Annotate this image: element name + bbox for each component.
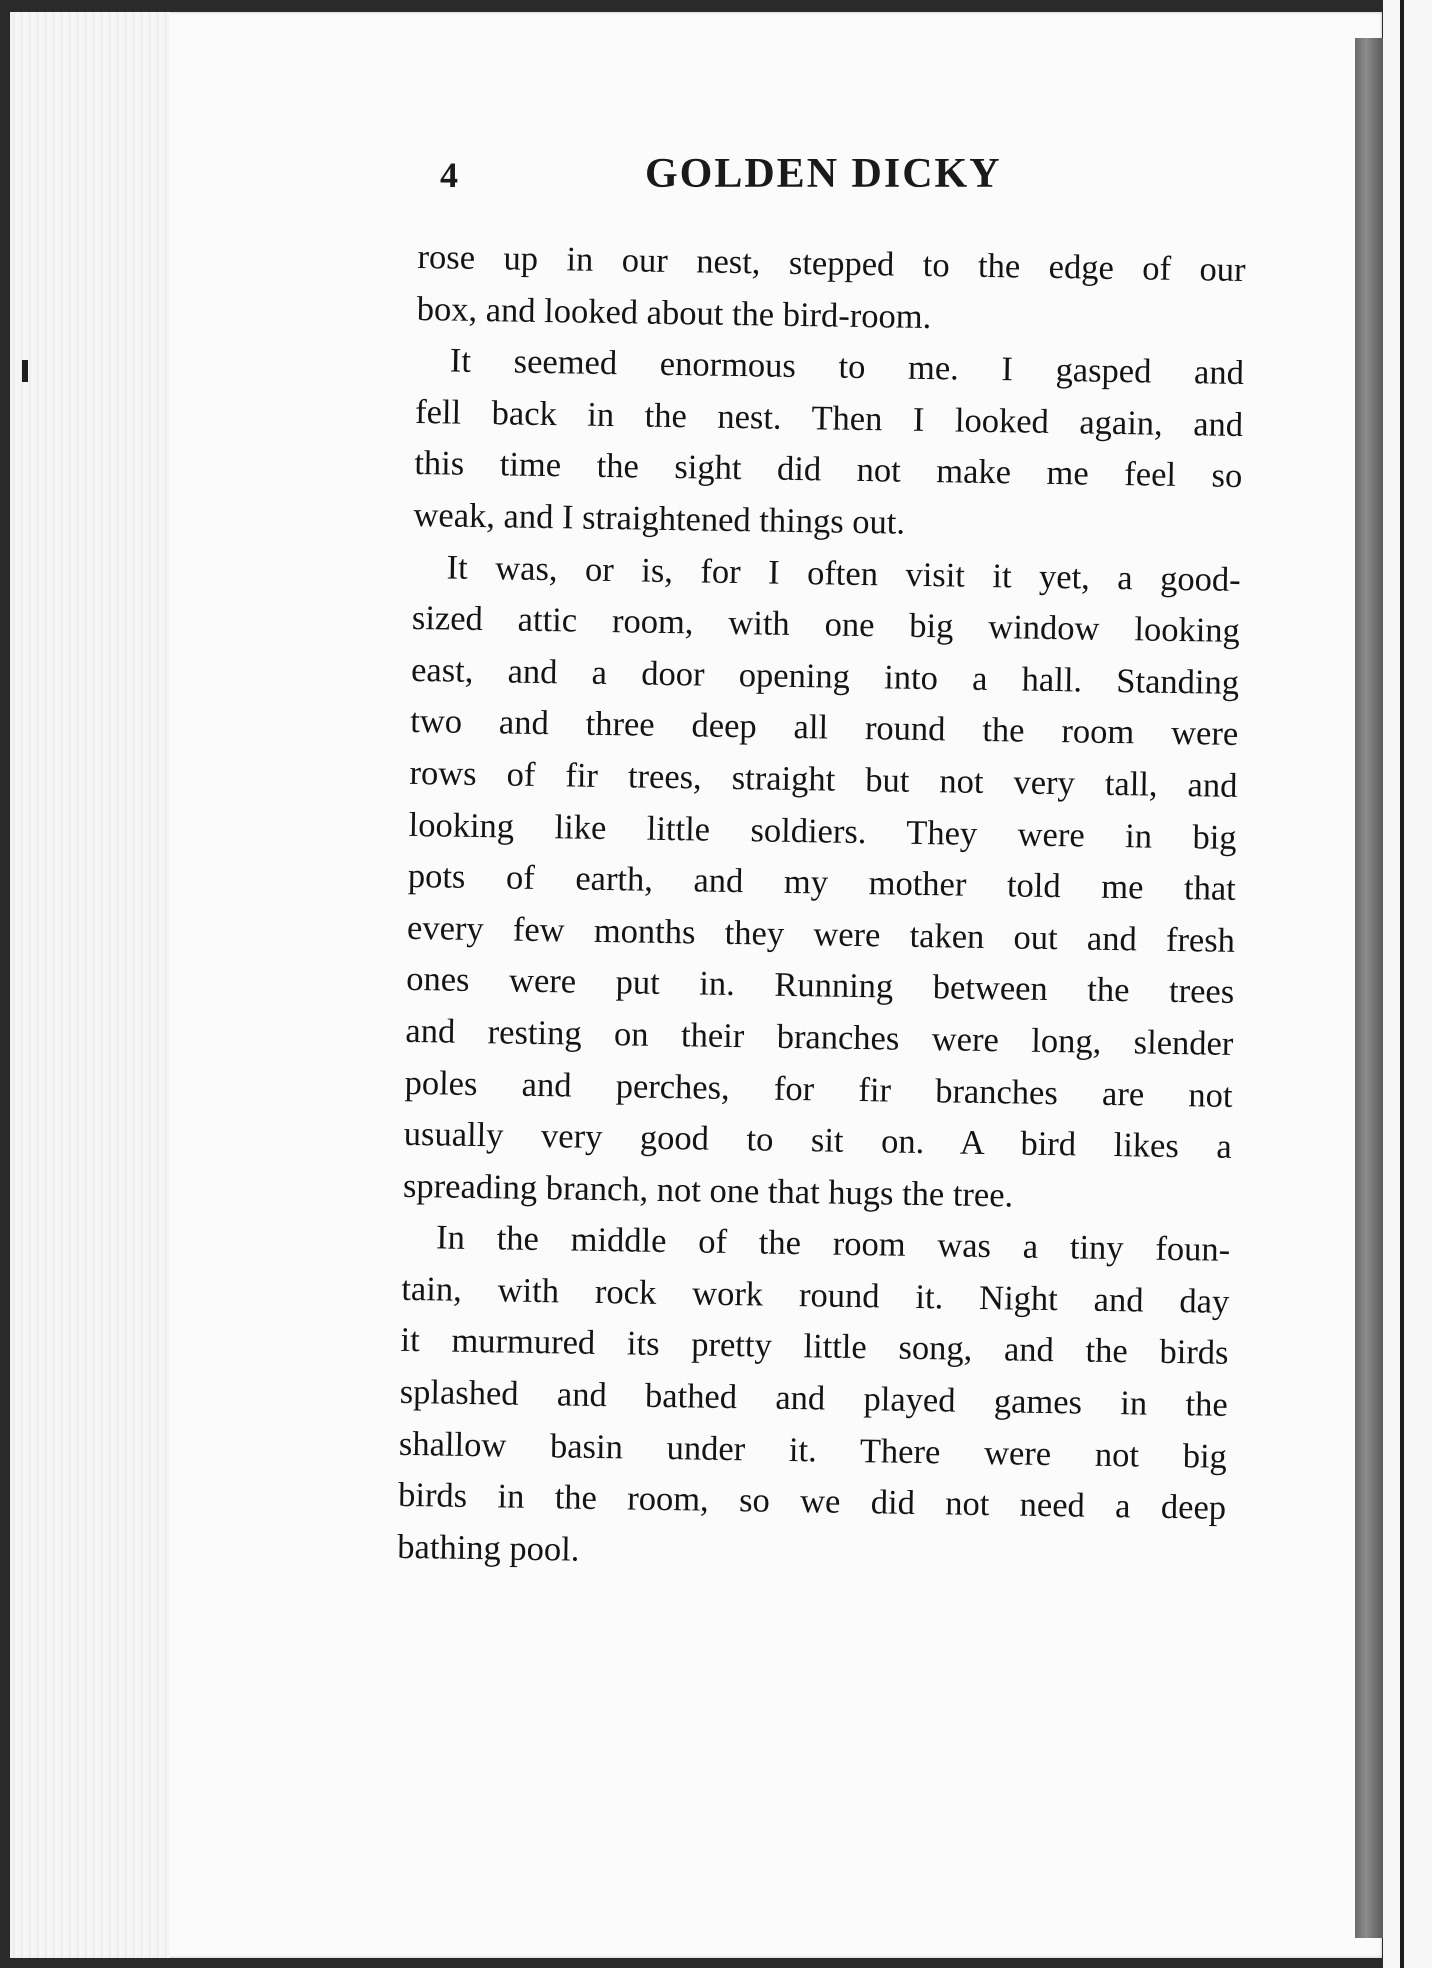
running-head — [440, 150, 1050, 210]
book-title: GOLDEN DICKY — [645, 151, 1002, 197]
scan-edge-line — [1400, 0, 1404, 1968]
text-line: sized attic room, with one big window looking — [411, 599, 1241, 651]
text-line: birds in the room, so we did not need a deep — [397, 1476, 1227, 1528]
text-line: box, and looked about the bird-room. — [416, 289, 932, 336]
text-line: tain, with rock work round it. Night and day — [401, 1269, 1230, 1321]
text-line: fell back in the nest. Then I looked again, and — [414, 392, 1244, 444]
text-line: spreading branch, not one that hugs the tree. — [402, 1166, 1014, 1215]
text-line: two and three deep all round the room were — [410, 702, 1239, 754]
text-line: It seemed enormous to me. I gasped and — [449, 341, 1245, 393]
text-line: this time the sight did not make me feel so — [414, 444, 1243, 496]
text-line: every few months they were taken out and fresh — [406, 908, 1236, 960]
text-line: rose up in our nest, stepped to the edge of our — [417, 237, 1246, 290]
scan-mark — [22, 360, 28, 382]
text-line: splashed and bathed and played games in the — [399, 1372, 1228, 1424]
text-line: weak, and I straightened things out. — [413, 495, 906, 542]
text-line: ones were put in. Running between the trees — [405, 960, 1235, 1012]
text-line: rows of fir trees, straight but not very tall, and — [409, 753, 1238, 805]
text-line: poles and perches, for fir branches are not — [404, 1063, 1233, 1115]
text-line: bathing pool. — [397, 1527, 580, 1569]
binding-strip — [1355, 38, 1383, 1938]
text-line: It was, or is, for I often visit it yet, a good- — [446, 548, 1241, 599]
text-line: east, and a door opening into a hall. Standing — [410, 650, 1240, 702]
page-edges — [10, 12, 170, 1958]
binding-margin — [1383, 0, 1432, 1968]
body-text — [397, 232, 1246, 1586]
text-line: usually very good to sit on. A bird likes a — [403, 1114, 1233, 1166]
text-line: it murmured its pretty little song, and the birds — [400, 1321, 1229, 1373]
text-line: In the middle of the room was a tiny foun- — [435, 1218, 1231, 1270]
page-number: 4 — [440, 155, 458, 195]
text-line: and resting on their branches were long, slender — [405, 1011, 1234, 1063]
text-line: pots of earth, and my mother told me that — [407, 857, 1237, 909]
text-line: looking like little soldiers. They were in big — [408, 805, 1237, 857]
text-line: shallow basin under it. There were not big — [398, 1424, 1228, 1476]
